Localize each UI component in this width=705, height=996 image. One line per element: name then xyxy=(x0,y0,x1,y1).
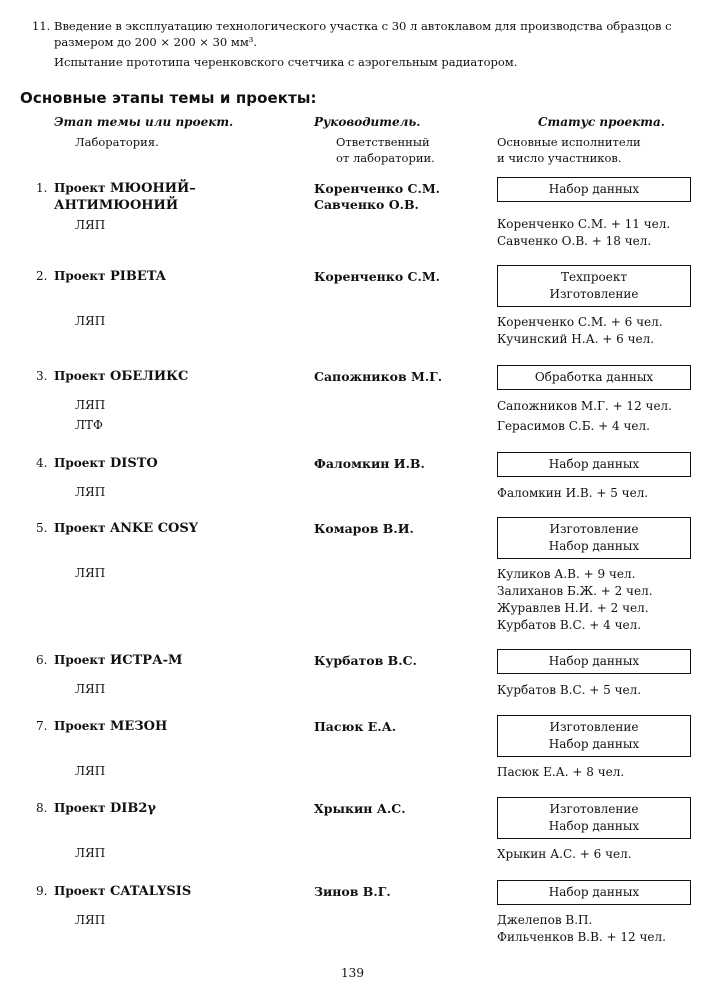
project-lab: ЛЯП xyxy=(75,398,106,412)
project-name xyxy=(54,652,182,669)
project-name xyxy=(54,455,158,472)
project-members: Пасюк Е.А. + 8 чел. xyxy=(497,765,625,779)
project-status-box: Изготовление Набор данных xyxy=(497,715,691,757)
project-prefix: Проект xyxy=(54,369,106,383)
item-11-line-2: размером до 200 × 200 × 30 мм³. xyxy=(54,35,258,49)
column-sub-status-1: Основные исполнители xyxy=(497,135,641,149)
column-sub-lab: Лаборатория. xyxy=(75,135,159,149)
project-leader: Фаломкин И.В. xyxy=(314,456,425,471)
project-members: Коренченко С.М. + 11 чел. Савченко О.В. + 18 чел. xyxy=(497,217,671,248)
project-prefix: Проект xyxy=(54,269,106,283)
project-lab: ЛЯП xyxy=(75,485,106,499)
project-number: 9. xyxy=(36,884,48,898)
project-title: PIBETA xyxy=(110,269,166,284)
project-name xyxy=(54,268,166,285)
project-lab-secondary: ЛТФ xyxy=(75,418,103,432)
column-sub-leader-2: от лаборатории. xyxy=(336,151,435,165)
column-header-status: Статус проекта. xyxy=(538,115,665,129)
project-number: 4. xyxy=(36,456,48,470)
project-leader: Коренченко С.М. Савченко О.В. xyxy=(314,181,441,212)
project-prefix: Проект xyxy=(54,884,106,898)
project-title: CATALYSIS xyxy=(110,884,192,899)
project-lab: ЛЯП xyxy=(75,218,106,232)
project-members: Сапожников М.Г. + 12 чел. xyxy=(497,399,672,413)
project-members: Джелепов В.П. Фильченков В.В. + 12 чел. xyxy=(497,913,666,944)
project-prefix: Проект xyxy=(54,521,106,535)
project-number: 1. xyxy=(36,181,48,195)
item-11-line-1: Введение в эксплуатацию технологического участка с 30 л автоклавом для производства образцов с xyxy=(54,19,672,33)
project-prefix: Проект xyxy=(54,801,106,815)
project-prefix: Проект xyxy=(54,653,106,667)
project-title: МЕЗОН xyxy=(110,719,168,734)
project-name xyxy=(54,800,156,817)
project-status-box: Набор данных xyxy=(497,649,691,674)
project-members: Коренченко С.М. + 6 чел. Кучинский Н.А. + 6 чел. xyxy=(497,315,663,346)
project-members: Хрыкин А.С. + 6 чел. xyxy=(497,847,632,861)
project-status-box: Изготовление Набор данных xyxy=(497,797,691,839)
project-title: ANKE COSY xyxy=(110,521,199,536)
project-members: Куликов А.В. + 9 чел. Залиханов Б.Ж. + 2 чел. Журавлев Н.И. + 2 чел. Курбатов В.С. + 4 чел. xyxy=(497,567,653,632)
project-name xyxy=(54,718,167,735)
project-number: 6. xyxy=(36,653,48,667)
project-leader: Комаров В.И. xyxy=(314,521,414,536)
project-prefix: Проект xyxy=(54,719,106,733)
project-members: Курбатов В.С. + 5 чел. xyxy=(497,683,642,697)
project-leader: Коренченко С.М. xyxy=(314,269,441,284)
project-number: 5. xyxy=(36,521,48,535)
project-leader: Зинов В.Г. xyxy=(314,884,391,899)
project-lab: ЛЯП xyxy=(75,846,106,860)
project-name xyxy=(54,520,198,537)
project-status-box: Набор данных xyxy=(497,880,691,905)
project-members-secondary: Герасимов С.Б. + 4 чел. xyxy=(497,419,650,433)
column-sub-status-2: и число участников. xyxy=(497,151,622,165)
project-lab: ЛЯП xyxy=(75,682,106,696)
project-lab: ЛЯП xyxy=(75,764,106,778)
project-leader: Хрыкин А.С. xyxy=(314,801,406,816)
project-name xyxy=(54,883,191,900)
item-11-line-3: Испытание прототипа черенковского счетчика с аэрогельным радиатором. xyxy=(54,55,518,69)
project-status-box: Техпроект Изготовление xyxy=(497,265,691,307)
project-name xyxy=(54,368,188,385)
project-title: DIB2γ xyxy=(110,801,156,816)
project-number: 3. xyxy=(36,369,48,383)
page-number: 139 xyxy=(341,966,364,980)
project-leader: Курбатов В.С. xyxy=(314,653,417,668)
project-lab: ЛЯП xyxy=(75,314,106,328)
item-11-number: 11. xyxy=(32,19,51,33)
project-leader: Сапожников М.Г. xyxy=(314,369,443,384)
project-title: ИСТРА-М xyxy=(110,653,183,668)
section-title: Основные этапы темы и проекты: xyxy=(20,89,317,107)
project-name xyxy=(54,180,196,214)
column-header-leader: Руководитель. xyxy=(314,115,421,129)
project-number: 8. xyxy=(36,801,48,815)
project-title: МЮОНИЙ– АНТИМЮОНИЙ xyxy=(54,181,196,213)
project-title: ОБЕЛИКС xyxy=(110,369,189,384)
project-lab: ЛЯП xyxy=(75,566,106,580)
project-prefix: Проект xyxy=(54,456,106,470)
project-status-box: Набор данных xyxy=(497,177,691,202)
project-title: DISTO xyxy=(110,456,158,471)
column-sub-leader-1: Ответственный xyxy=(336,135,430,149)
project-members: Фаломкин И.В. + 5 чел. xyxy=(497,486,649,500)
project-lab: ЛЯП xyxy=(75,913,106,927)
project-number: 2. xyxy=(36,269,48,283)
column-header-stage: Этап темы или проект. xyxy=(54,115,234,129)
project-status-box: Обработка данных xyxy=(497,365,691,390)
project-prefix: Проект xyxy=(54,181,106,195)
project-leader: Пасюк Е.А. xyxy=(314,719,397,734)
project-number: 7. xyxy=(36,719,48,733)
project-status-box: Изготовление Набор данных xyxy=(497,517,691,559)
project-status-box: Набор данных xyxy=(497,452,691,477)
